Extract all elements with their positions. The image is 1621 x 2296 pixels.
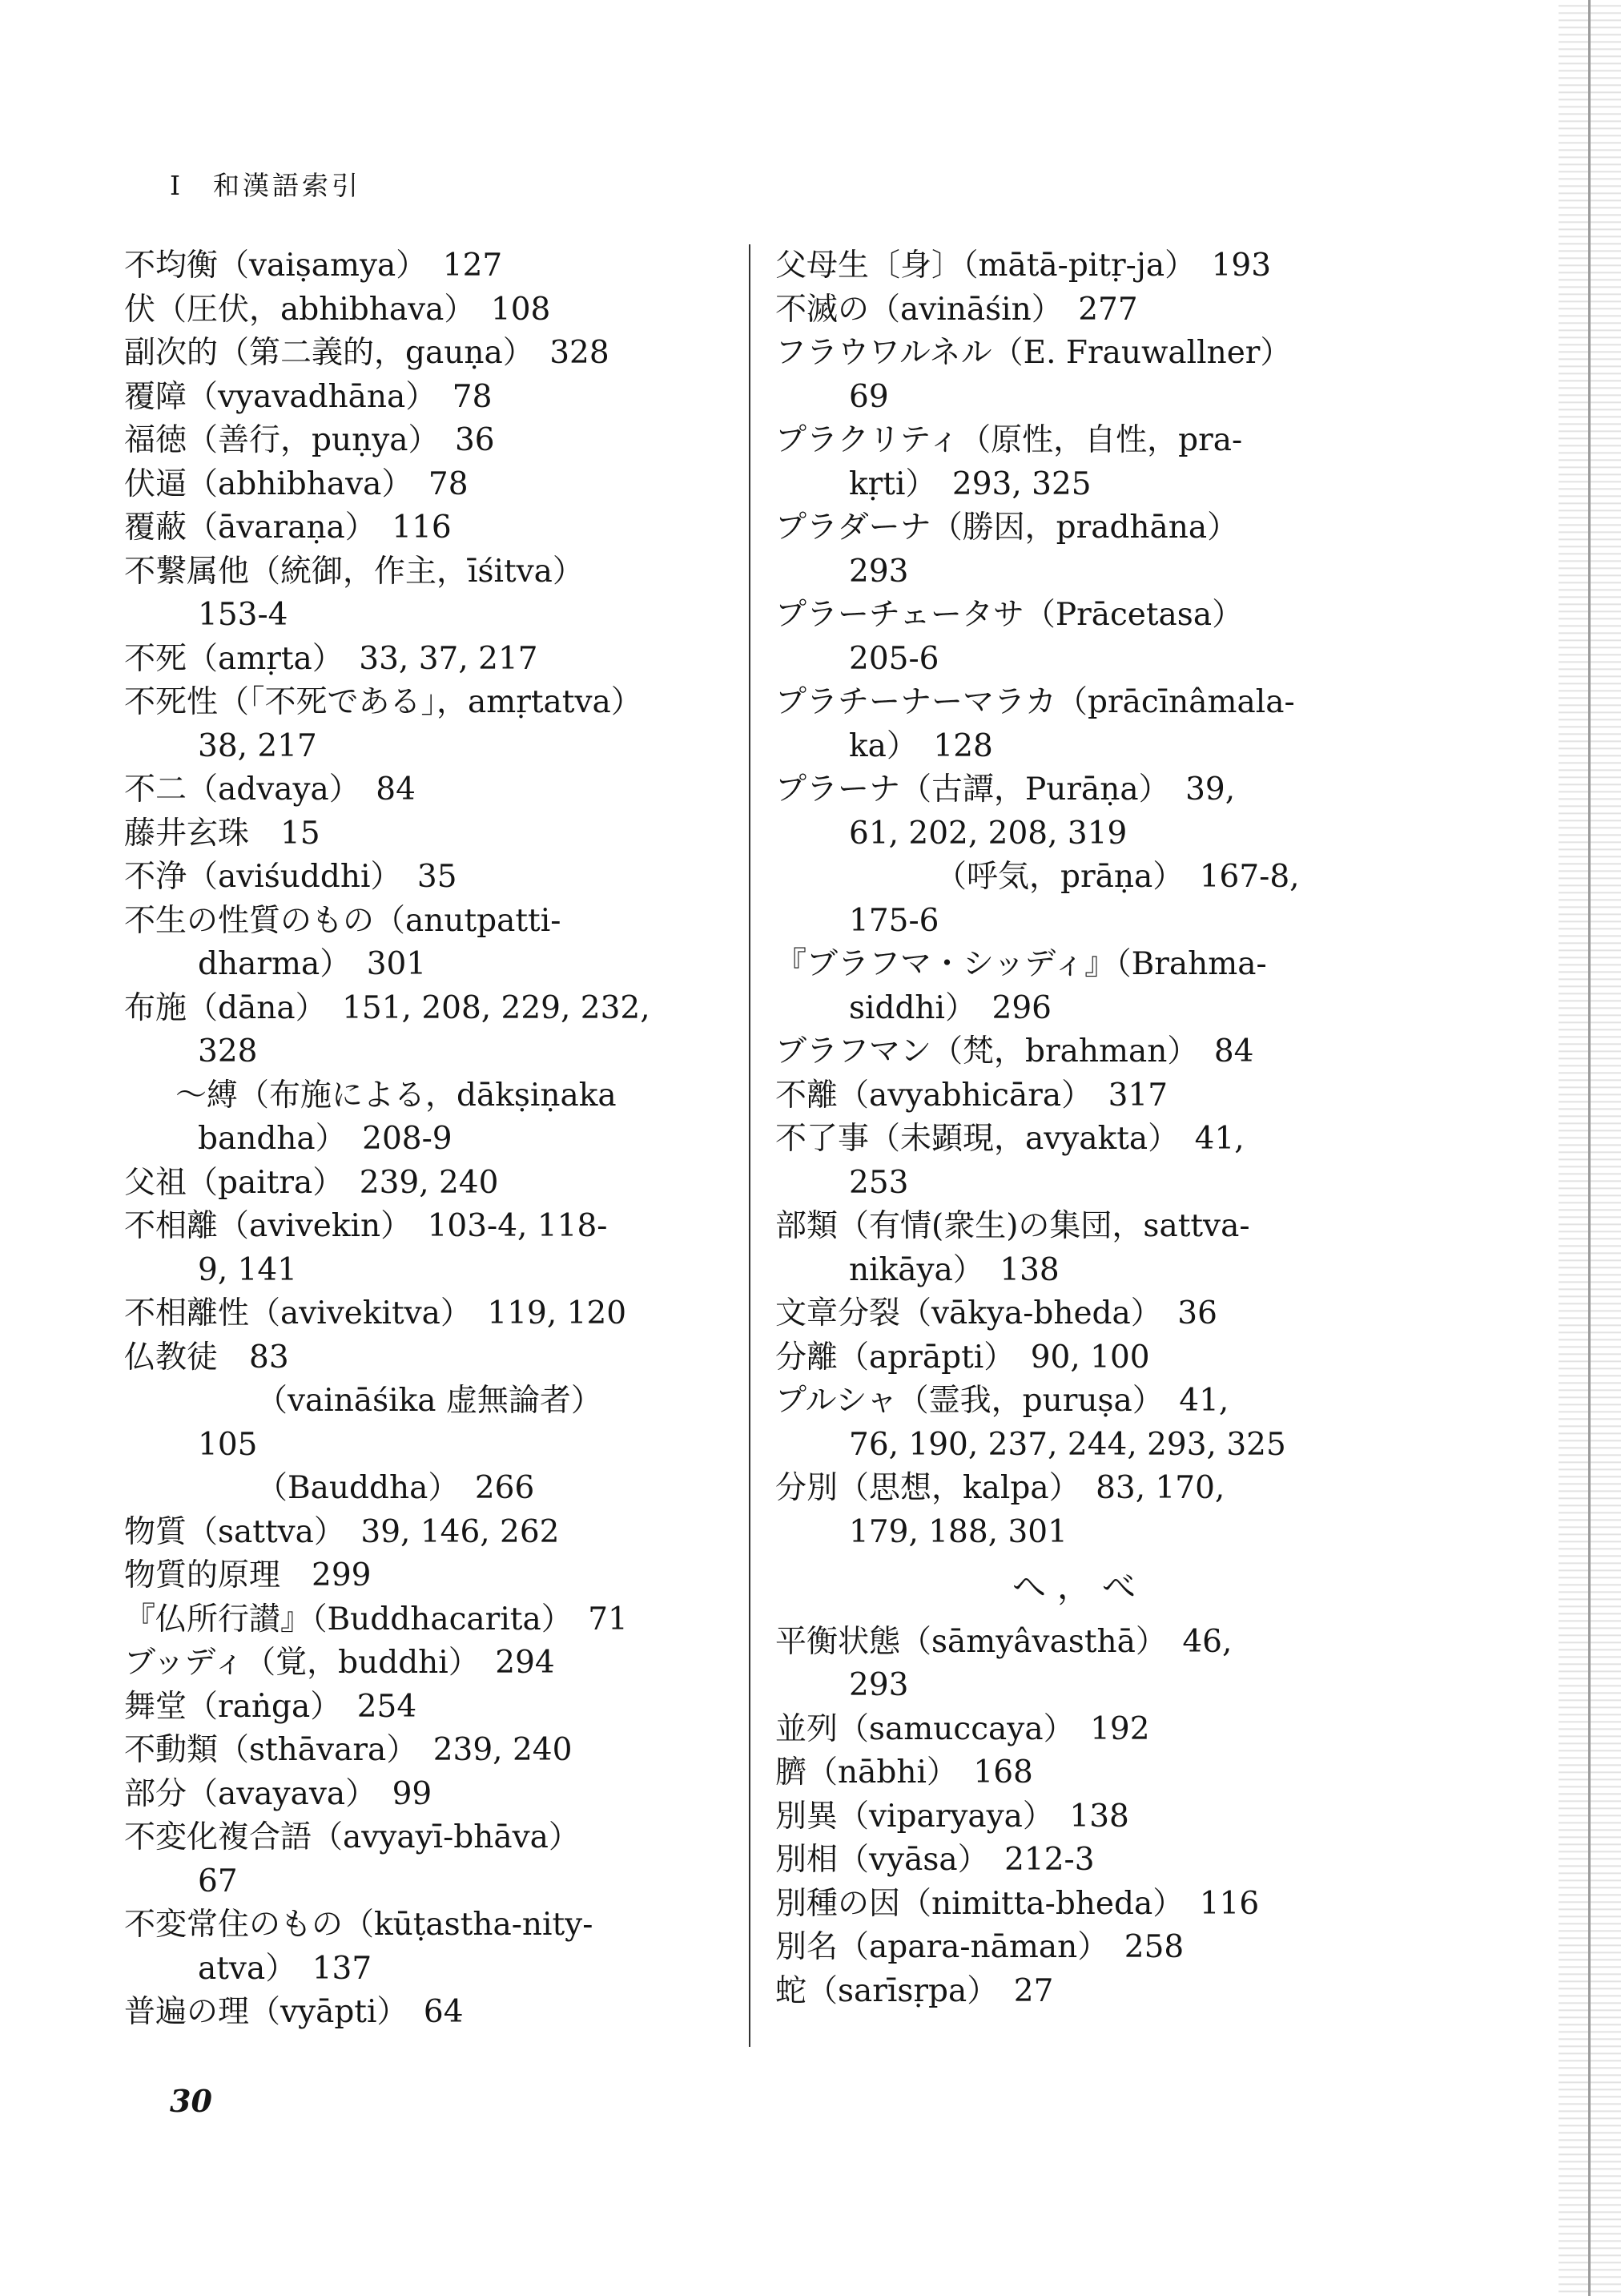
index-entry: 文章分裂（vākya-bheda） 36: [775, 1295, 1217, 1331]
running-head: I 和漢語索引: [170, 170, 362, 201]
right-column: [775, 244, 1384, 2013]
left-column: [124, 244, 733, 2035]
index-entry: 物質的原理 299: [124, 1557, 372, 1593]
index-entry-continuation: （呼気，prāṇa） 167-8,: [935, 859, 1300, 895]
index-entry: 不相離（avivekin） 103-4, 118-: [124, 1208, 608, 1244]
index-entry-continuation: ka） 128: [849, 727, 993, 764]
index-entry: ブッディ（覚，buddhi） 294: [124, 1645, 555, 1681]
index-entry: プラーナ（古譚，Purāṇa） 39,: [775, 771, 1236, 808]
index-entry-continuation: 153-4: [198, 597, 288, 633]
index-entry-continuation: 67: [198, 1863, 238, 1899]
column-divider: [749, 244, 750, 2047]
index-entry: 仏教徒 83: [124, 1339, 289, 1376]
index-entry: プルシャ（霊我，puruṣa） 41,: [775, 1383, 1229, 1419]
page-number: 30: [170, 2083, 212, 2119]
index-entry: 不浄（aviśuddhi） 35: [124, 859, 457, 895]
index-entry: 物質（sattva） 39, 146, 262: [124, 1513, 560, 1550]
index-entry-continuation: 205-6: [849, 640, 939, 677]
index-entry-continuation: 38, 217: [198, 727, 317, 764]
index-entry-continuation: 105: [198, 1426, 258, 1463]
index-entry-continuation: （Bauddha） 266: [256, 1470, 535, 1506]
index-entry-continuation: 293: [849, 1667, 909, 1703]
index-entry: プラクリティ（原性，自性，pra-: [775, 422, 1243, 458]
index-entry: 並列（samuccaya） 192: [775, 1710, 1150, 1747]
index-entry-continuation: （vaināśika 虚無論者）: [256, 1383, 602, 1419]
index-entry: 不均衡（vaiṣamya） 127: [124, 248, 503, 284]
index-entry: 不繋属他（統御，作主，īśitva）: [124, 553, 584, 590]
index-entry-continuation: nikāya） 138: [849, 1251, 1060, 1288]
index-entry: 不了事（未顕現，avyakta） 41,: [775, 1121, 1245, 1157]
index-entry: フラウワルネル（E. Frauwallner）: [775, 335, 1292, 371]
index-entry: 覆障（vyavadhāna） 78: [124, 378, 493, 415]
index-entry-continuation: ～縛（布施による，dākṣiṇaka: [175, 1077, 617, 1114]
index-entry: 部類（有情(衆生)の集団，sattva-: [775, 1208, 1250, 1244]
scan-edge-line: [1588, 0, 1591, 2296]
index-entry-continuation: kṛti） 293, 325: [849, 465, 1092, 502]
index-entry: 普遍の理（vyāpti） 64: [124, 1994, 464, 2030]
index-entry: 伏逼（abhibhava） 78: [124, 465, 469, 502]
index-entry: 別種の因（nimitta-bheda） 116: [775, 1885, 1260, 1922]
index-entry: 副次的（第二義的，gauṇa） 328: [124, 335, 609, 371]
index-entry: 不死性（「不死である」，amṛtatva）: [124, 684, 642, 720]
index-entry: 不変常住のもの（kūṭastha-nity-: [124, 1907, 593, 1943]
index-entry-continuation: 179, 188, 301: [849, 1513, 1068, 1550]
index-entry-continuation: bandha） 208-9: [198, 1121, 453, 1157]
index-entry-continuation: 253: [849, 1164, 909, 1201]
index-entry: 福徳（善行，puṇya） 36: [124, 422, 495, 458]
section-heading: へ，べ: [1012, 1567, 1147, 1606]
index-entry: 部分（avayava） 99: [124, 1775, 432, 1812]
index-entry-continuation: atva） 137: [198, 1950, 372, 1987]
index-entry: 不生の性質のもの（anutpatti-: [124, 902, 561, 939]
index-entry: 父祖（paitra） 239, 240: [124, 1164, 499, 1201]
index-entry: 分離（aprāpti） 90, 100: [775, 1339, 1150, 1376]
index-entry: 伏（圧伏，abhibhava） 108: [124, 291, 551, 328]
index-entry: 別異（viparyaya） 138: [775, 1798, 1129, 1835]
index-entry: 不死（amṛta） 33, 37, 217: [124, 640, 538, 677]
index-entry-continuation: 175-6: [849, 902, 939, 939]
index-entry-continuation: 69: [849, 378, 889, 415]
index-entry: 父母生〔身〕（mātā-pitṛ-ja） 193: [775, 248, 1272, 284]
index-entry-continuation: dharma） 301: [198, 946, 427, 982]
index-entry: 藤井玄珠 15: [124, 815, 320, 852]
index-entry: 不離（avyabhicāra） 317: [775, 1077, 1168, 1114]
index-entry: 別相（vyāsa） 212-3: [775, 1842, 1095, 1878]
index-entry-continuation: siddhi） 296: [849, 989, 1052, 1026]
index-entry: 別名（apara-nāman） 258: [775, 1929, 1185, 1965]
index-entry: 『仏所行讃』（Buddhacarita） 71: [124, 1601, 628, 1637]
index-entry: 蛇（sarīsṛpa） 27: [775, 1972, 1054, 2009]
index-entry-continuation: 9, 141: [198, 1251, 298, 1288]
index-entry: 覆蔽（āvaraṇa） 116: [124, 510, 452, 546]
index-entry: 舞堂（raṅga） 254: [124, 1688, 417, 1725]
index-entry: 不動類（sthāvara） 239, 240: [124, 1732, 573, 1768]
index-entry: 分別（思想，kalpa） 83, 170,: [775, 1470, 1225, 1506]
index-entry: 『ブラフマ・シッディ』（Brahma-: [775, 946, 1267, 982]
index-entry: 不相離性（avivekitva） 119, 120: [124, 1295, 627, 1331]
index-entry-continuation: 76, 190, 237, 244, 293, 325: [849, 1426, 1286, 1463]
index-entry-continuation: 293: [849, 553, 909, 590]
index-entry: 不二（advaya） 84: [124, 771, 416, 808]
index-entry-continuation: 328: [198, 1033, 258, 1069]
index-entry: 不変化複合語（avyayī-bhāva）: [124, 1819, 580, 1855]
index-entry: 布施（dāna） 151, 208, 229, 232,: [124, 989, 650, 1026]
index-entry: プラーチェータサ（Prācetasa）: [775, 597, 1244, 633]
index-entry: プラダーナ（勝因，pradhāna）: [775, 510, 1239, 546]
index-entry: ブラフマン（梵，brahman） 84: [775, 1033, 1254, 1069]
index-entry: 平衡状態（sāmyâvasthā） 46,: [775, 1623, 1233, 1660]
index-entry-continuation: 61, 202, 208, 319: [849, 815, 1128, 852]
index-entry: 不滅の（avināśin） 277: [775, 291, 1138, 328]
index-entry: プラチーナーマラカ（prācīnâmala-: [775, 684, 1295, 720]
index-entry: 臍（nābhi） 168: [775, 1754, 1033, 1790]
